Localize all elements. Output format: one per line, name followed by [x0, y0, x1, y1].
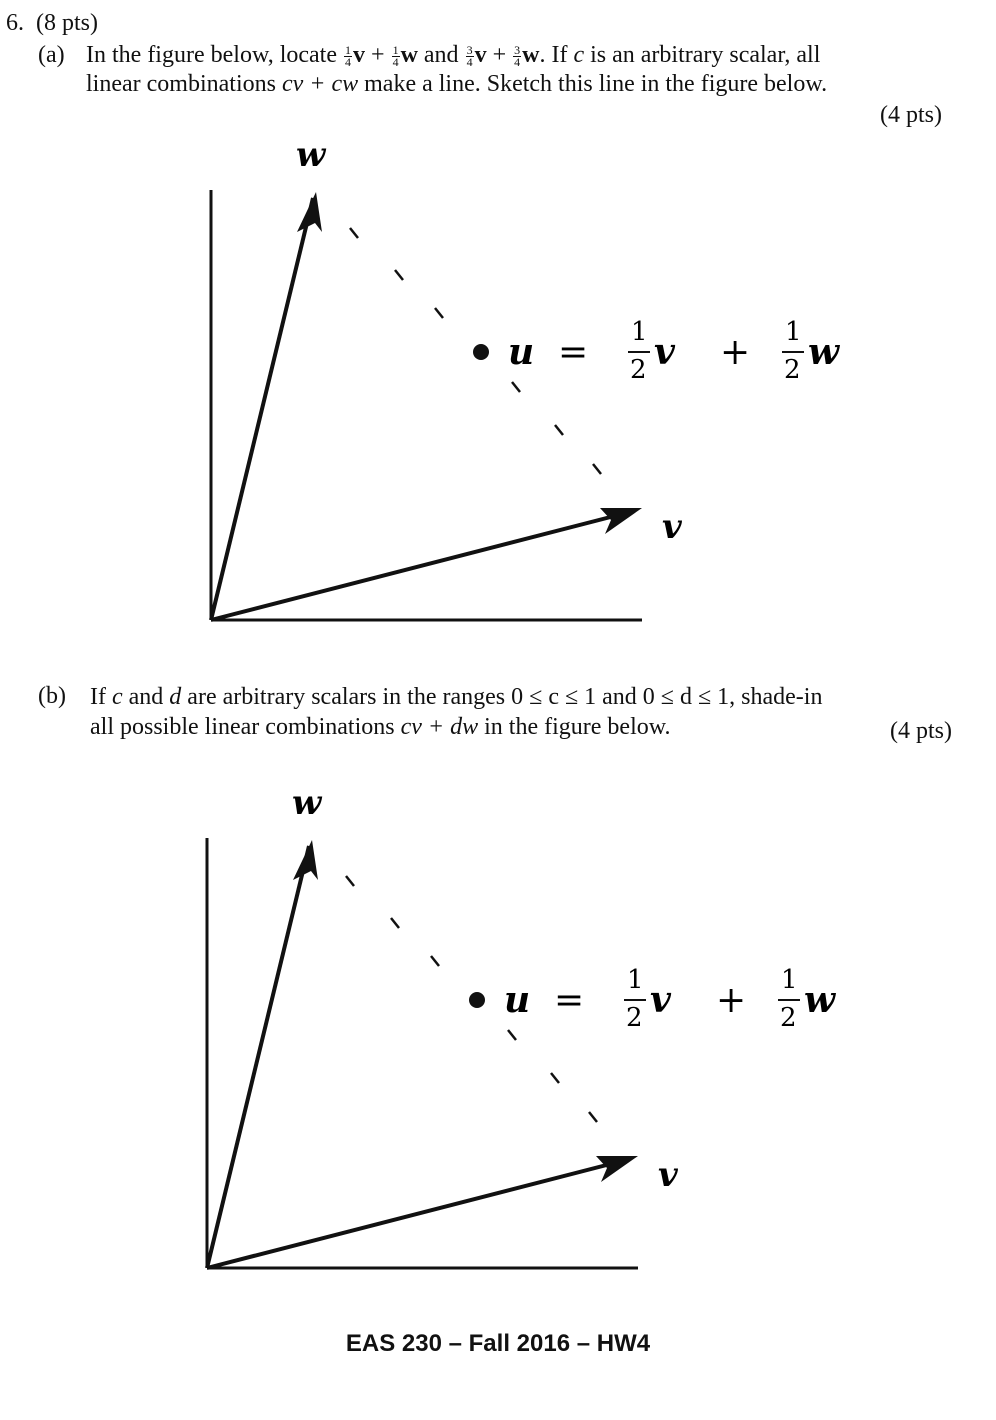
svg-text:2: 2 — [780, 1003, 797, 1033]
vector-w-arrowhead — [297, 192, 322, 232]
label-v: v — [662, 507, 682, 547]
svg-text:1: 1 — [631, 317, 648, 347]
svg-text:w: w — [808, 331, 839, 373]
figure-b — [176, 778, 876, 1288]
question-number: 6. — [6, 10, 24, 36]
svg-text:w: w — [804, 979, 835, 1021]
svg-text:1: 1 — [627, 965, 644, 995]
svg-text:v: v — [650, 979, 671, 1021]
part-a-label: (a) — [38, 42, 65, 68]
svg-text:u: u — [504, 979, 531, 1021]
vector-w-arrow — [207, 846, 309, 1268]
part-b-points: (4 pts) — [890, 718, 952, 744]
question-points: (8 pts) — [36, 10, 98, 36]
part-a-points: (4 pts) — [880, 102, 942, 128]
part-b-text-line2: all possible linear combinations cv + dw in the figure below. — [90, 714, 671, 740]
svg-text:+: + — [720, 332, 751, 373]
vector-v-arrowhead — [596, 1156, 638, 1182]
svg-text:u: u — [508, 331, 535, 373]
vector-w-arrowhead — [293, 840, 318, 880]
svg-text:=: = — [554, 980, 585, 1021]
vector-v-arrowhead — [600, 508, 642, 534]
vector-v-arrow — [207, 1160, 626, 1268]
label-w: w — [296, 135, 326, 175]
part-a-text-line1: In the figure below, locate $\frac{1}{4}$ v + $\frac{1}{4}$ w and $\frac{3}{4}$ v + $\frac{3}{4}$ w. If c is an arbitrary scalar, all — [86, 42, 821, 69]
svg-text:2: 2 — [630, 355, 647, 385]
svg-text:1: 1 — [785, 317, 802, 347]
svg-text:+: + — [716, 980, 747, 1021]
label-v: v — [658, 1155, 678, 1195]
point-u — [473, 344, 489, 360]
svg-text:1: 1 — [781, 965, 798, 995]
vector-v-arrow — [211, 512, 630, 620]
figure-a — [180, 130, 880, 640]
svg-text:=: = — [558, 332, 589, 373]
svg-text:v: v — [654, 331, 675, 373]
point-u — [469, 992, 485, 1008]
part-b-label: (b) — [38, 683, 66, 709]
part-b-text-line1: If c and d are arbitrary scalars in the ranges 0 ≤ c ≤ 1 and 0 ≤ d ≤ 1, shade-in — [90, 684, 823, 710]
part-a-text-line2: linear combinations cv + cw make a line. Sketch this line in the figure below. — [86, 71, 828, 97]
u-equation — [508, 317, 841, 385]
page-footer: EAS 230 – Fall 2016 – HW4 — [345, 1330, 651, 1357]
vector-w-arrow — [211, 198, 313, 620]
svg-text:2: 2 — [784, 355, 801, 385]
u-equation — [504, 965, 837, 1033]
label-w: w — [292, 783, 322, 823]
svg-text:2: 2 — [626, 1003, 643, 1033]
